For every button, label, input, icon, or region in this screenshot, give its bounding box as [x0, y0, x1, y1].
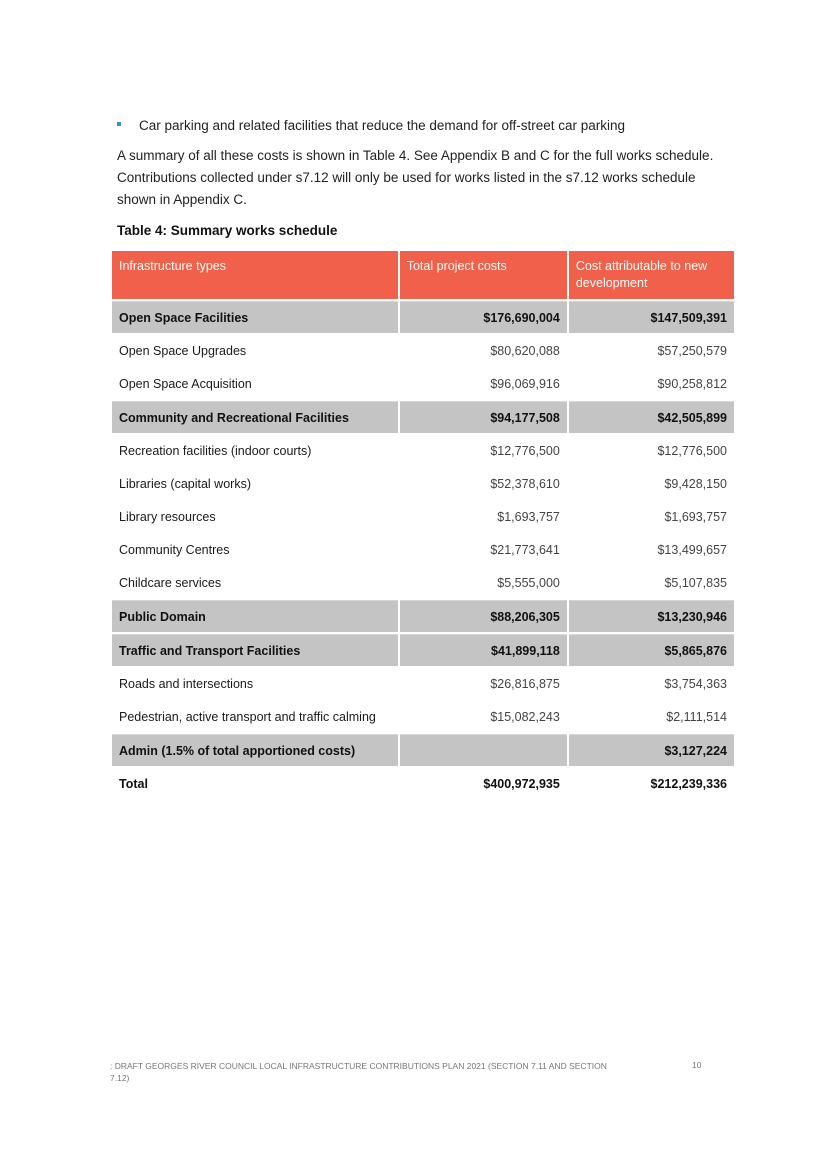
header-cost-attributable: Cost attributable to new development [569, 251, 734, 299]
row-label: Libraries (capital works) [112, 468, 398, 499]
row-attributable-cost: $147,509,391 [569, 301, 734, 333]
row-attributable-cost: $1,693,757 [569, 501, 734, 532]
header-infrastructure-types: Infrastructure types [112, 251, 398, 299]
table-caption: Table 4: Summary works schedule [117, 223, 338, 238]
row-total-cost: $52,378,610 [400, 468, 567, 499]
row-label: Open Space Acquisition [112, 368, 398, 399]
row-attributable-cost: $12,776,500 [569, 435, 734, 466]
row-label: Recreation facilities (indoor courts) [112, 435, 398, 466]
table-row [112, 668, 734, 699]
row-attributable-cost: $212,239,336 [650, 776, 727, 791]
works-schedule-table [110, 249, 736, 801]
table-row [112, 501, 734, 532]
table-row [112, 468, 734, 499]
row-total-cost: $94,177,508 [400, 401, 567, 433]
row-attributable-cost: $5,107,835 [569, 567, 734, 598]
summary-paragraph: A summary of all these costs is shown in Table 4. See Appendix B and C for the full works schedule. Contributions collected under s7.12 will only be used for works listed in the s7.12 works schedule shown in Appendix C. [117, 148, 714, 207]
table-header-row [112, 251, 734, 299]
table-row [112, 701, 734, 732]
row-total-cost: $176,690,004 [400, 301, 567, 333]
row-total-cost: $26,816,875 [400, 668, 567, 699]
row-label: Childcare services [112, 567, 398, 598]
row-total-cost: $5,555,000 [400, 567, 567, 598]
row-label: Public Domain [112, 600, 398, 632]
row-label: Library resources [112, 501, 398, 532]
row-attributable-cost: $57,250,579 [569, 335, 734, 366]
row-total-cost: $15,082,243 [400, 701, 567, 732]
table-row-category [112, 734, 734, 766]
bullet-point [117, 118, 625, 133]
row-label: Open Space Facilities [112, 301, 398, 333]
table-body [112, 301, 734, 799]
row-total-cost: $21,773,641 [400, 534, 567, 565]
row-total-cost: $12,776,500 [400, 435, 567, 466]
row-attributable-cost: $90,258,812 [569, 368, 734, 399]
table-row-total [112, 768, 734, 799]
row-total-cost: $41,899,118 [400, 634, 567, 666]
table-row-category [112, 401, 734, 433]
row-label: Roads and intersections [112, 668, 398, 699]
row-total-cost: $80,620,088 [400, 335, 567, 366]
bullet-text: Car parking and related facilities that reduce the demand for off-street car parking [139, 118, 626, 133]
header-total-project-costs: Total project costs [400, 251, 567, 299]
row-attributable-cost: $2,111,514 [569, 701, 734, 732]
row-attributable-cost: $13,499,657 [569, 534, 734, 565]
row-total-cost: $88,206,305 [400, 600, 567, 632]
table-row [112, 435, 734, 466]
table-row-category [112, 600, 734, 632]
row-label: Traffic and Transport Facilities [112, 634, 398, 666]
row-total-cost: $96,069,916 [400, 368, 567, 399]
row-total-cost: $400,972,935 [483, 776, 560, 791]
table-row [112, 368, 734, 399]
row-total-cost [400, 734, 567, 766]
row-total-cost: $1,693,757 [400, 501, 567, 532]
row-label: Open Space Upgrades [112, 335, 398, 366]
row-attributable-cost: $13,230,946 [569, 600, 734, 632]
table-row [112, 567, 734, 598]
table-row-category [112, 301, 734, 333]
row-attributable-cost: $3,127,224 [569, 734, 734, 766]
row-label: Community and Recreational Facilities [112, 401, 398, 433]
row-attributable-cost: $9,428,150 [569, 468, 734, 499]
bullet-icon [117, 122, 121, 126]
table-row [112, 534, 734, 565]
row-attributable-cost: $5,865,876 [569, 634, 734, 666]
table-row [112, 335, 734, 366]
footer-text: : DRAFT GEORGES RIVER COUNCIL LOCAL INFRASTRUCTURE CONTRIBUTIONS PLAN 2021 (SECTION 7.11 AND SECTION 7.12) [110, 1061, 607, 1083]
row-attributable-cost: $42,505,899 [569, 401, 734, 433]
table-row-category [112, 634, 734, 666]
row-label: Community Centres [112, 534, 398, 565]
row-label: Total [119, 776, 148, 791]
row-label: Pedestrian, active transport and traffic calming [112, 701, 398, 732]
page-number: 10 [692, 1060, 702, 1070]
row-attributable-cost: $3,754,363 [569, 668, 734, 699]
row-label: Admin (1.5% of total apportioned costs) [112, 734, 398, 766]
